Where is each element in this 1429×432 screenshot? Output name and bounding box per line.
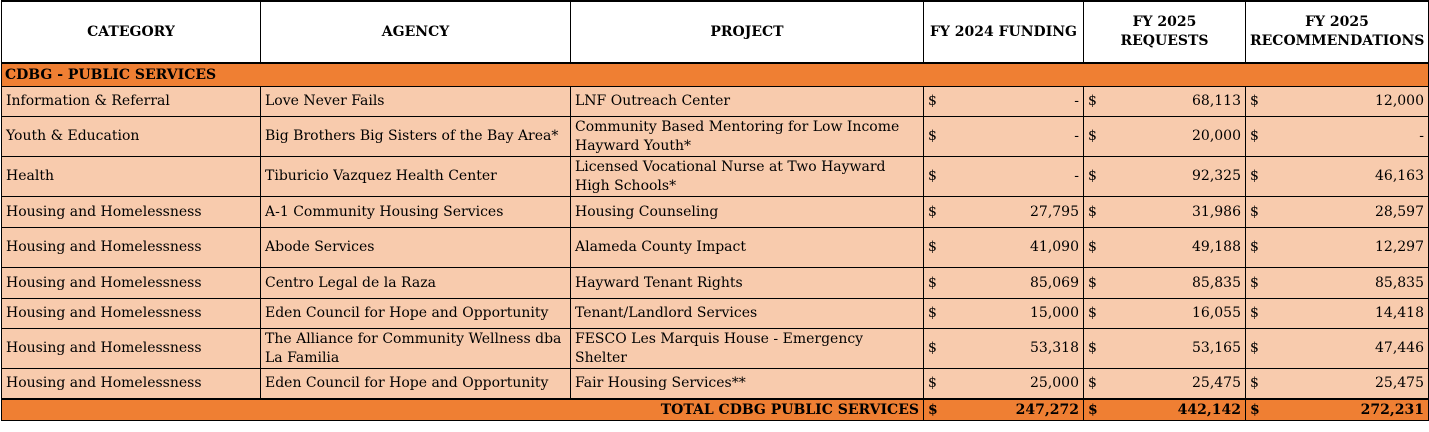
cell-fy2024-funding-value: 15,000 [1030, 305, 1079, 321]
cell-fy2025-recommendations-value: 85,835 [1375, 274, 1424, 291]
currency-symbol: $ [928, 340, 937, 356]
currency-symbol: $ [1250, 203, 1259, 220]
currency-symbol: $ [1088, 239, 1097, 255]
cell-fy2024-funding [924, 329, 1084, 369]
cell-fy2025-requests [1084, 157, 1246, 197]
total-fy2024-funding-value: 247,272 [1015, 401, 1079, 418]
cell-fy2025-recommendations [1246, 268, 1429, 299]
currency-symbol: $ [1088, 340, 1097, 356]
currency-symbol: $ [928, 239, 937, 255]
currency-symbol: $ [1250, 93, 1259, 109]
total-fy2025-requests [1084, 399, 1246, 421]
currency-symbol: $ [928, 128, 937, 144]
cell-category: Health [2, 157, 261, 197]
cell-fy2025-recommendations-value: 12,297 [1375, 239, 1424, 255]
cell-project: Alameda County Impact [571, 228, 924, 268]
cell-fy2025-recommendations-value: 47,446 [1375, 340, 1424, 356]
cell-category: Housing and Homelessness [2, 268, 261, 299]
total-row [2, 399, 1429, 421]
currency-symbol: $ [928, 274, 937, 291]
currency-symbol: $ [928, 93, 937, 109]
cell-fy2025-recommendations-value: - [1419, 128, 1424, 144]
cell-agency: Love Never Fails [261, 87, 571, 117]
cell-fy2024-funding-value: - [1074, 168, 1079, 184]
cell-agency: The Alliance for Community Wellness dba La Familia [261, 329, 571, 369]
currency-symbol: $ [1250, 274, 1259, 291]
header-category: CATEGORY [2, 1, 261, 63]
cell-agency: Centro Legal de la Raza [261, 268, 571, 299]
cell-fy2025-recommendations [1246, 87, 1429, 117]
total-fy2025-requests-value: 442,142 [1177, 401, 1241, 418]
header-fy2025-rec-line1: FY 2025 [1305, 14, 1369, 30]
cell-category: Housing and Homelessness [2, 369, 261, 400]
currency-symbol: $ [1088, 401, 1098, 418]
cell-fy2024-funding [924, 117, 1084, 157]
cell-fy2025-recommendations-value: 28,597 [1375, 203, 1424, 220]
table-row [2, 197, 1429, 228]
funding-table [1, 0, 1429, 421]
currency-symbol: $ [928, 401, 938, 418]
cell-category: Youth & Education [2, 117, 261, 157]
cell-project: Community Based Mentoring for Low Income Hayward Youth* [571, 117, 924, 157]
table-row [2, 268, 1429, 299]
cell-fy2025-requests-value: 68,113 [1192, 93, 1241, 109]
cell-category: Housing and Homelessness [2, 299, 261, 329]
currency-symbol: $ [928, 305, 937, 321]
section-row [2, 63, 1429, 87]
cell-fy2024-funding [924, 197, 1084, 228]
currency-symbol: $ [1250, 168, 1259, 184]
cell-fy2025-requests [1084, 87, 1246, 117]
cell-fy2024-funding-value: 27,795 [1030, 203, 1079, 220]
currency-symbol: $ [928, 203, 937, 220]
cell-agency: Eden Council for Hope and Opportunity [261, 369, 571, 400]
cell-agency: Eden Council for Hope and Opportunity [261, 299, 571, 329]
header-agency: AGENCY [261, 1, 571, 63]
cell-agency: Big Brothers Big Sisters of the Bay Area* [261, 117, 571, 157]
cell-fy2024-funding [924, 268, 1084, 299]
cell-fy2024-funding [924, 299, 1084, 329]
cell-project: Fair Housing Services** [571, 369, 924, 400]
cell-project: Licensed Vocational Nurse at Two Hayward High Schools* [571, 157, 924, 197]
cell-fy2025-recommendations [1246, 329, 1429, 369]
cell-fy2024-funding-value: 53,318 [1030, 340, 1079, 356]
cell-fy2025-recommendations-value: 12,000 [1375, 93, 1424, 109]
currency-symbol: $ [1088, 305, 1097, 321]
header-row [2, 1, 1429, 63]
cell-project: Tenant/Landlord Services [571, 299, 924, 329]
header-fy2025-rec-line2: RECOMMENDATIONS [1250, 33, 1425, 49]
cell-fy2024-funding [924, 228, 1084, 268]
cell-fy2024-funding-value: 41,090 [1030, 239, 1079, 255]
cell-fy2025-requests [1084, 197, 1246, 228]
cell-fy2025-requests-value: 85,835 [1192, 274, 1241, 291]
cell-fy2025-requests-value: 49,188 [1192, 239, 1241, 255]
total-label: TOTAL CDBG PUBLIC SERVICES [2, 399, 924, 421]
cell-project: LNF Outreach Center [571, 87, 924, 117]
cell-fy2025-requests [1084, 369, 1246, 400]
table-row [2, 299, 1429, 329]
cell-fy2025-recommendations [1246, 117, 1429, 157]
currency-symbol: $ [1250, 340, 1259, 356]
cell-agency: A-1 Community Housing Services [261, 197, 571, 228]
cell-category: Housing and Homelessness [2, 329, 261, 369]
cell-fy2025-requests [1084, 228, 1246, 268]
total-fy2024-funding [924, 399, 1084, 421]
cell-fy2024-funding-value: 85,069 [1030, 274, 1079, 291]
cell-fy2025-recommendations [1246, 197, 1429, 228]
header-fy2024-funding: FY 2024 FUNDING [924, 1, 1084, 63]
cell-agency: Tiburicio Vazquez Health Center [261, 157, 571, 197]
table-row [2, 117, 1429, 157]
currency-symbol: $ [1250, 128, 1259, 144]
table-row [2, 157, 1429, 197]
cell-fy2025-requests [1084, 117, 1246, 157]
currency-symbol: $ [1088, 274, 1097, 291]
cell-fy2025-requests [1084, 268, 1246, 299]
cell-project: Hayward Tenant Rights [571, 268, 924, 299]
total-fy2025-recommendations-value: 272,231 [1360, 401, 1424, 418]
currency-symbol: $ [1088, 203, 1097, 220]
cell-fy2025-recommendations [1246, 157, 1429, 197]
cell-fy2024-funding [924, 157, 1084, 197]
header-project: PROJECT [571, 1, 924, 63]
total-fy2025-recommendations [1246, 399, 1429, 421]
cell-fy2025-requests-value: 92,325 [1192, 168, 1241, 184]
cell-fy2025-requests-value: 16,055 [1192, 305, 1241, 321]
cell-fy2024-funding-value: 25,000 [1030, 375, 1079, 391]
currency-symbol: $ [1088, 128, 1097, 144]
cell-fy2025-recommendations [1246, 228, 1429, 268]
currency-symbol: $ [1088, 375, 1097, 391]
table-row [2, 369, 1429, 400]
table-row [2, 329, 1429, 369]
cell-fy2024-funding-value: - [1074, 128, 1079, 144]
cell-fy2025-requests-value: 20,000 [1192, 128, 1241, 144]
cell-fy2025-requests-value: 53,165 [1192, 340, 1241, 356]
cell-fy2025-requests [1084, 299, 1246, 329]
cell-fy2025-requests-value: 31,986 [1192, 203, 1241, 220]
cell-fy2025-recommendations-value: 46,163 [1375, 168, 1424, 184]
header-fy2025-requests: FY 2025 REQUESTS [1084, 1, 1246, 63]
cell-project: FESCO Les Marquis House - Emergency Shelter [571, 329, 924, 369]
cell-fy2025-requests [1084, 329, 1246, 369]
cell-fy2025-requests-value: 25,475 [1192, 375, 1241, 391]
currency-symbol: $ [1088, 93, 1097, 109]
header-fy2025-recommendations [1246, 1, 1429, 63]
currency-symbol: $ [1250, 305, 1259, 321]
table-row [2, 228, 1429, 268]
cell-fy2025-recommendations [1246, 369, 1429, 400]
currency-symbol: $ [1250, 239, 1259, 255]
currency-symbol: $ [928, 168, 937, 184]
cell-fy2025-recommendations-value: 14,418 [1375, 305, 1424, 321]
cell-category: Information & Referral [2, 87, 261, 117]
cell-agency: Abode Services [261, 228, 571, 268]
cell-fy2024-funding [924, 369, 1084, 400]
cell-fy2025-recommendations [1246, 299, 1429, 329]
cell-fy2024-funding [924, 87, 1084, 117]
table-row [2, 87, 1429, 117]
cell-project: Housing Counseling [571, 197, 924, 228]
currency-symbol: $ [1250, 375, 1259, 391]
currency-symbol: $ [928, 375, 937, 391]
currency-symbol: $ [1250, 401, 1260, 418]
cell-fy2025-recommendations-value: 25,475 [1375, 375, 1424, 391]
section-title: CDBG - PUBLIC SERVICES [2, 63, 1429, 87]
cell-category: Housing and Homelessness [2, 228, 261, 268]
currency-symbol: $ [1088, 168, 1097, 184]
cell-category: Housing and Homelessness [2, 197, 261, 228]
cell-fy2024-funding-value: - [1074, 93, 1079, 109]
